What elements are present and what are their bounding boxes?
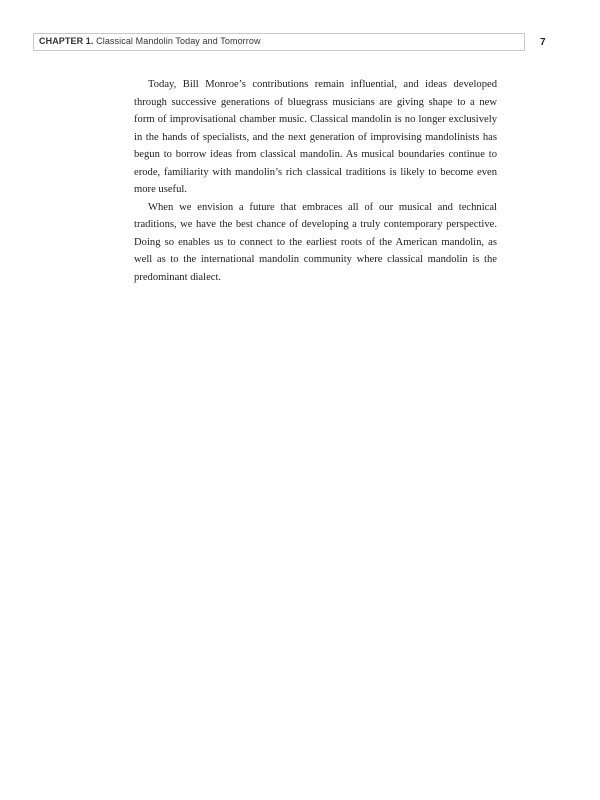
running-header-text [39,36,261,46]
page-number: 7 [540,37,546,48]
paragraph-1: Today, Bill Monroe’s contributions remain influential, and ideas developed through successive generations of bluegrass musicians are giving shape to a new form of improvisational chamber music. Classical mandolin is no longer exclusively in the hands of specialists, and the next generation of improvising mandolinists has begun to borrow ideas from classical mandolin. As musical boundaries continue to erode, familiarity with mandolin’s rich classical traditions is likely to become even more useful. [134,79,497,195]
paragraph-2: When we envision a future that embraces all of our musical and technical traditions, we have the best chance of developing a truly contemporary perspective. Doing so enables us to connect to the earliest roots of the American mandolin, as well as to the international mandolin community where classical mandolin is the predominant dialect. [134,201,497,283]
chapter-title: Classical Mandolin Today and Tomorrow [96,36,261,46]
chapter-label: CHAPTER 1. [39,36,94,46]
body-text [134,76,497,286]
running-header [33,33,525,51]
